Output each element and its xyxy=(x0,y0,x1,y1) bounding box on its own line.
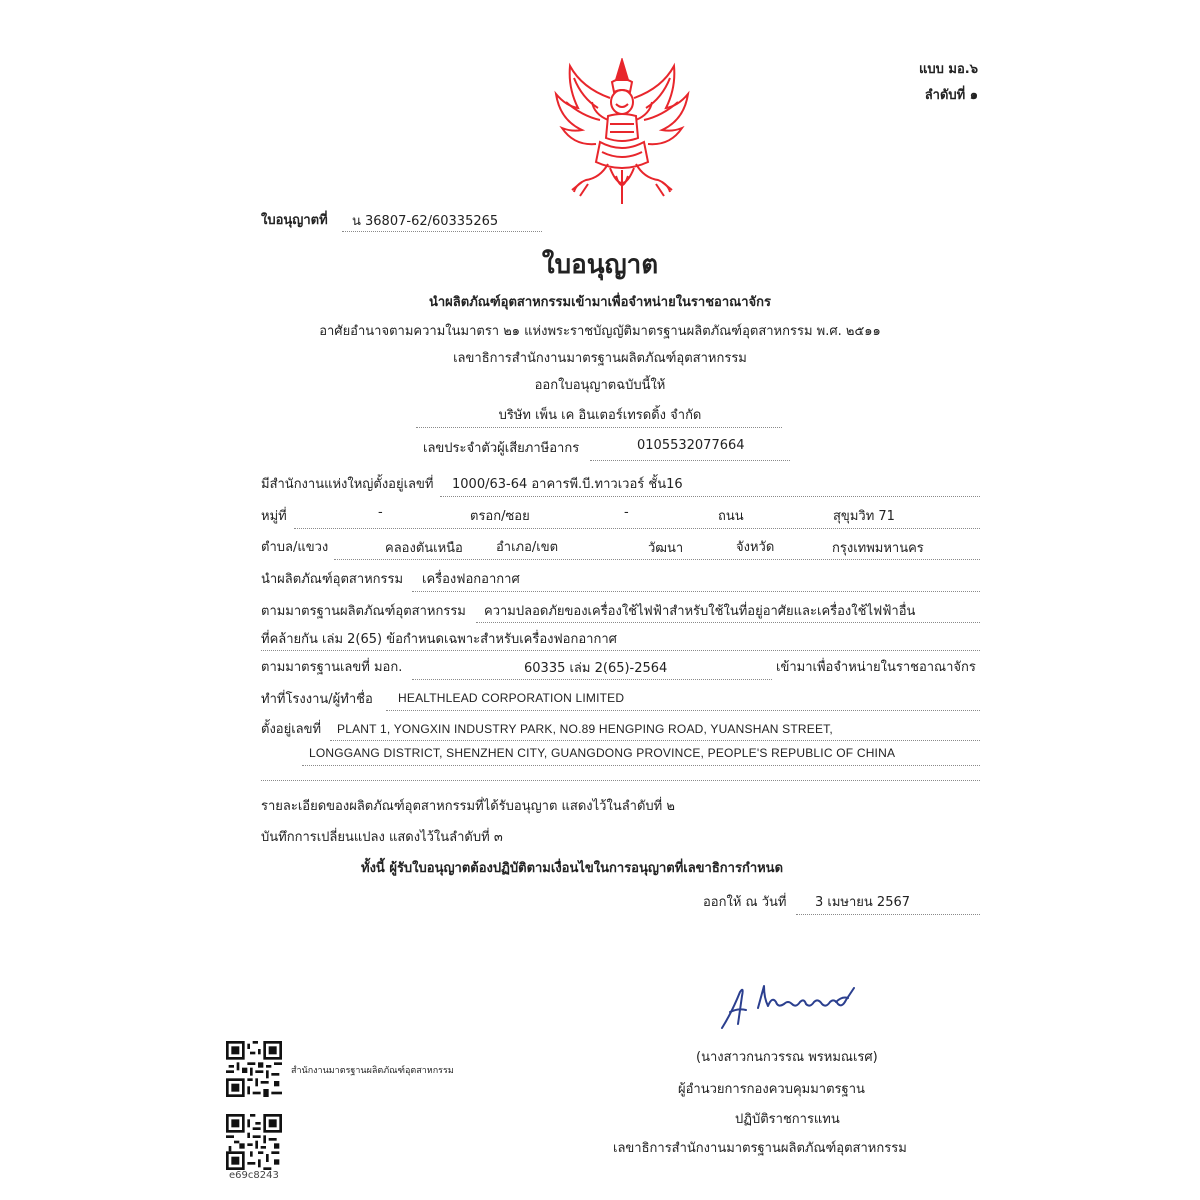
soi-label: ตรอก/ซอย xyxy=(470,509,530,524)
standard-number-label: ตามมาตรฐานเลขที่ มอก. xyxy=(261,660,403,675)
signer-org: เลขาธิการสำนักงานมาตรฐานผลิตภัณฑ์อุตสาหกรรม xyxy=(613,1141,907,1156)
authority-line-1: อาศัยอำนาจตามความในมาตรา ๒๑ แห่งพระราชบัญญัติมาตรฐานผลิตภัณฑ์อุตสาหกรรม พ.ศ. ๒๕๑๑ xyxy=(319,324,881,339)
product-value: เครื่องฟอกอากาศ xyxy=(422,572,520,587)
province-value: กรุงเทพมหานคร xyxy=(832,541,924,556)
authority-line-2: เลขาธิการสำนักงานมาตรฐานผลิตภัณฑ์อุตสาหกรรม xyxy=(453,351,747,366)
form-sequence: ลำดับที่ ๑ xyxy=(924,88,978,103)
moo-label: หมู่ที่ xyxy=(261,509,287,524)
signature-image xyxy=(718,982,868,1032)
tax-id-value: 0105532077664 xyxy=(637,438,745,453)
authority-line-3: ออกใบอนุญาตฉบับนี้ให้ xyxy=(534,378,666,393)
subtitle: นำผลิตภัณฑ์อุตสาหกรรมเข้ามาเพื่อจำหน่ายในราชอาณาจักร xyxy=(429,295,771,310)
road-value: สุขุมวิท 71 xyxy=(833,509,895,524)
district-label: อำเภอ/เขต xyxy=(496,540,559,555)
company-name: บริษัท เพ็น เค อินเตอร์เทรดดิ้ง จำกัด xyxy=(498,408,702,423)
subdistrict-value: คลองตันเหนือ xyxy=(385,541,463,556)
road-label: ถนน xyxy=(718,509,744,524)
page-title: ใบอนุญาต xyxy=(541,250,659,280)
issued-label: ออกให้ ณ วันที่ xyxy=(703,895,787,910)
conditions-note: ทั้งนี้ ผู้รับใบอนุญาตต้องปฏิบัติตามเงื่อนไขในการอนุญาตที่เลขาธิการกำหนด xyxy=(361,861,784,876)
location-label: ตั้งอยู่เลขที่ xyxy=(261,722,322,737)
details-note: รายละเอียดของผลิตภัณฑ์อุตสาหกรรมที่ได้รับอนุญาต แสดงไว้ในลำดับที่ ๒ xyxy=(261,799,675,814)
subdistrict-label: ตำบล/แขวง xyxy=(261,540,329,555)
location-line-2: LONGGANG DISTRICT, SHENZHEN CITY, GUANGDONG PROVINCE, PEOPLE'S REPUBLIC OF CHINA xyxy=(309,746,896,760)
license-number-label: ใบอนุญาตที่ xyxy=(261,213,328,228)
location-line-1: PLANT 1, YONGXIN INDUSTRY PARK, NO.89 HENGPING ROAD, YUANSHAN STREET, xyxy=(337,722,833,736)
factory-label: ทำที่โรงงาน/ผู้ทำชื่อ xyxy=(261,692,373,707)
tax-id-label: เลขประจำตัวผู้เสียภาษีอากร xyxy=(423,441,580,456)
license-number: น 36807-62/60335265 xyxy=(352,214,499,229)
qr-code-2-icon xyxy=(226,1114,282,1170)
factory-value: HEALTHLEAD CORPORATION LIMITED xyxy=(398,691,625,705)
issued-date: 3 เมษายน 2567 xyxy=(815,895,911,910)
form-code: แบบ มอ.๖ xyxy=(919,62,978,77)
signer-acting: ปฏิบัติราชการแทน xyxy=(735,1112,840,1127)
district-value: วัฒนา xyxy=(648,541,684,556)
changes-note: บันทึกการเปลี่ยนแปลง แสดงไว้ในลำดับที่ ๓ xyxy=(261,830,503,845)
product-label: นำผลิตภัณฑ์อุตสาหกรรม xyxy=(261,572,404,587)
standard-value-2: ที่คล้ายกัน เล่ม 2(65) ข้อกำหนดเฉพาะสำหรับเครื่องฟอกอากาศ xyxy=(261,632,617,647)
standard-value-1: ความปลอดภัยของเครื่องใช้ไฟฟ้าสำหรับใช้ในที่อยู่อาศัยและเครื่องใช้ไฟฟ้าอื่น xyxy=(484,604,916,619)
standard-number-suffix: เข้ามาเพื่อจำหน่ายในราชอาณาจักร xyxy=(776,660,976,675)
standard-number-value: 60335 เล่ม 2(65)-2564 xyxy=(524,661,668,676)
garuda-emblem-icon xyxy=(552,58,692,208)
standard-label: ตามมาตรฐานผลิตภัณฑ์อุตสาหกรรม xyxy=(261,604,466,619)
qr-code-text: e69c8243 xyxy=(229,1170,279,1181)
moo-value: - xyxy=(378,505,383,520)
signer-name: (นางสาวกนกวรรณ พรหมณเรศ) xyxy=(696,1050,878,1065)
province-label: จังหวัด xyxy=(736,540,775,555)
hq-label: มีสำนักงานแห่งใหญ่ตั้งอยู่เลขที่ xyxy=(261,477,434,492)
signer-position: ผู้อำนวยการกองควบคุมมาตรฐาน xyxy=(678,1082,865,1097)
qr-code-1-icon xyxy=(226,1041,282,1097)
soi-value: - xyxy=(624,505,629,520)
qr-caption: สำนักงานมาตรฐานผลิตภัณฑ์อุตสาหกรรม xyxy=(291,1066,454,1076)
hq-value: 1000/63-64 อาคารพี.บี.ทาวเวอร์ ชั้น16 xyxy=(452,477,683,492)
